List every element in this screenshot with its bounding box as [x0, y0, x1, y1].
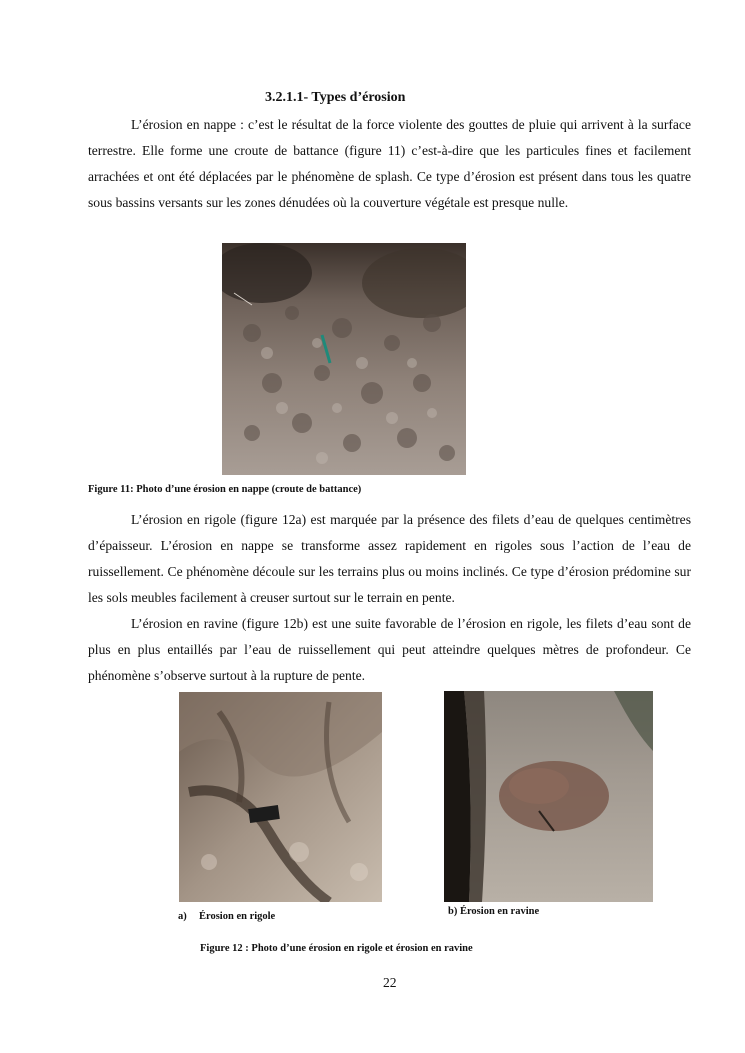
figure-12a-caption: Érosion en rigole	[199, 911, 276, 922]
figure-11-caption: Figure 11: Photo d’une érosion en nappe (croute de battance)	[88, 484, 362, 495]
section-heading: 3.2.1.1- Types d’érosion	[265, 90, 406, 105]
figure-12a-label: a)	[178, 911, 187, 922]
figure-12a-photo	[179, 692, 382, 902]
figure-12b-photo	[444, 691, 653, 902]
figure-12-caption: Figure 12 : Photo d’une érosion en rigole et érosion en ravine	[200, 943, 473, 954]
figure-11-photo	[222, 243, 466, 475]
figure-12b-caption: b) Érosion en ravine	[448, 906, 540, 917]
page-number: 22	[383, 975, 397, 990]
paragraph-erosion-ravine: L’érosion en ravine (figure 12b) est une suite favorable de l’érosion en rigole, les filets d’eau sont de plus en plus entaillés par l’eau de ruissellement qui peut atteindre quelques mètres de profondeur. Ce phénomène s’observe surtout à la rupture de pente.	[88, 616, 691, 683]
paragraph-erosion-rigole: L’érosion en rigole (figure 12a) est marquée par la présence des filets d’eau de quelques centimètres d’épaisseur. L’érosion en nappe se transforme assez rapidement en rigoles sous l’action de l’eau de ruissellement. Ce phénomène découle sur les terrains plus ou moins inclinés. Ce type d’érosion prédomine sur les sols meubles facilement à creuser surtout sur le terrain en pente.	[88, 512, 691, 605]
paragraph-erosion-nappe: L’érosion en nappe : c’est le résultat de la force violente des gouttes de pluie qui arrivent à la surface terrestre. Elle forme une croute de battance (figure 11) c’est-à-dire que les particules fines et facilement arrachées et ont été déplacées par le phénomène de splash. Ce type d’érosion est présent dans tous les quatre sous bassins versants sur les zones dénudées où la couverture végétale est presque nulle.	[88, 117, 691, 210]
